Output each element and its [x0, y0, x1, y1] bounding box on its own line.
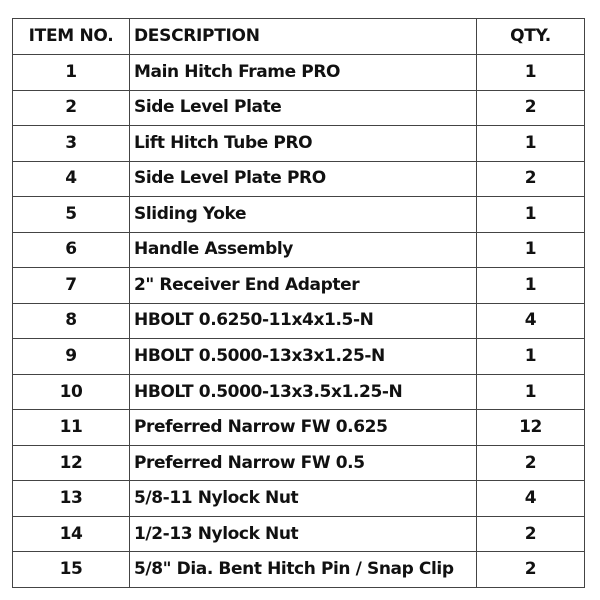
description-cell: Preferred Narrow FW 0.5	[130, 445, 477, 481]
description-cell: Main Hitch Frame PRO	[130, 55, 477, 91]
description-cell: Lift Hitch Tube PRO	[130, 126, 477, 162]
item-no-header: ITEM NO.	[13, 19, 130, 55]
quantity-cell: 2	[477, 90, 585, 126]
quantity-cell: 2	[477, 516, 585, 552]
item-number-cell: 1	[13, 55, 130, 91]
header-row	[13, 19, 585, 55]
table-row	[13, 303, 585, 339]
description-cell: 1/2-13 Nylock Nut	[130, 516, 477, 552]
quantity-cell: 4	[477, 303, 585, 339]
table-header	[13, 19, 585, 55]
item-number-cell: 14	[13, 516, 130, 552]
item-number-cell: 7	[13, 268, 130, 304]
quantity-cell: 1	[477, 374, 585, 410]
quantity-cell: 2	[477, 161, 585, 197]
table-body	[13, 55, 585, 588]
table-row	[13, 339, 585, 375]
quantity-cell: 2	[477, 552, 585, 588]
quantity-cell: 12	[477, 410, 585, 446]
item-number-cell: 9	[13, 339, 130, 375]
table-row	[13, 55, 585, 91]
table-row	[13, 374, 585, 410]
table-row	[13, 552, 585, 588]
qty-header: QTY.	[477, 19, 585, 55]
quantity-cell: 1	[477, 232, 585, 268]
item-number-cell: 6	[13, 232, 130, 268]
item-number-cell: 15	[13, 552, 130, 588]
description-cell: HBOLT 0.5000-13x3x1.25-N	[130, 339, 477, 375]
item-number-cell: 12	[13, 445, 130, 481]
description-header: DESCRIPTION	[130, 19, 477, 55]
quantity-cell: 1	[477, 55, 585, 91]
table-row	[13, 516, 585, 552]
table-row	[13, 197, 585, 233]
quantity-cell: 1	[477, 126, 585, 162]
description-cell: 5/8" Dia. Bent Hitch Pin / Snap Clip	[130, 552, 477, 588]
quantity-cell: 1	[477, 268, 585, 304]
quantity-cell: 1	[477, 339, 585, 375]
table-row	[13, 445, 585, 481]
table-row	[13, 268, 585, 304]
table-row	[13, 410, 585, 446]
description-cell: HBOLT 0.5000-13x3.5x1.25-N	[130, 374, 477, 410]
description-cell: 5/8-11 Nylock Nut	[130, 481, 477, 517]
quantity-cell: 1	[477, 197, 585, 233]
quantity-cell: 4	[477, 481, 585, 517]
table-row	[13, 481, 585, 517]
item-number-cell: 13	[13, 481, 130, 517]
item-number-cell: 3	[13, 126, 130, 162]
table-row	[13, 90, 585, 126]
bill-of-materials-table	[12, 18, 585, 588]
item-number-cell: 5	[13, 197, 130, 233]
description-cell: Handle Assembly	[130, 232, 477, 268]
description-cell: HBOLT 0.6250-11x4x1.5-N	[130, 303, 477, 339]
item-number-cell: 10	[13, 374, 130, 410]
description-cell: Side Level Plate	[130, 90, 477, 126]
table-row	[13, 161, 585, 197]
quantity-cell: 2	[477, 445, 585, 481]
table-row	[13, 126, 585, 162]
item-number-cell: 4	[13, 161, 130, 197]
table-row	[13, 232, 585, 268]
item-number-cell: 11	[13, 410, 130, 446]
description-cell: Sliding Yoke	[130, 197, 477, 233]
item-number-cell: 2	[13, 90, 130, 126]
item-number-cell: 8	[13, 303, 130, 339]
description-cell: Side Level Plate PRO	[130, 161, 477, 197]
description-cell: 2" Receiver End Adapter	[130, 268, 477, 304]
description-cell: Preferred Narrow FW 0.625	[130, 410, 477, 446]
